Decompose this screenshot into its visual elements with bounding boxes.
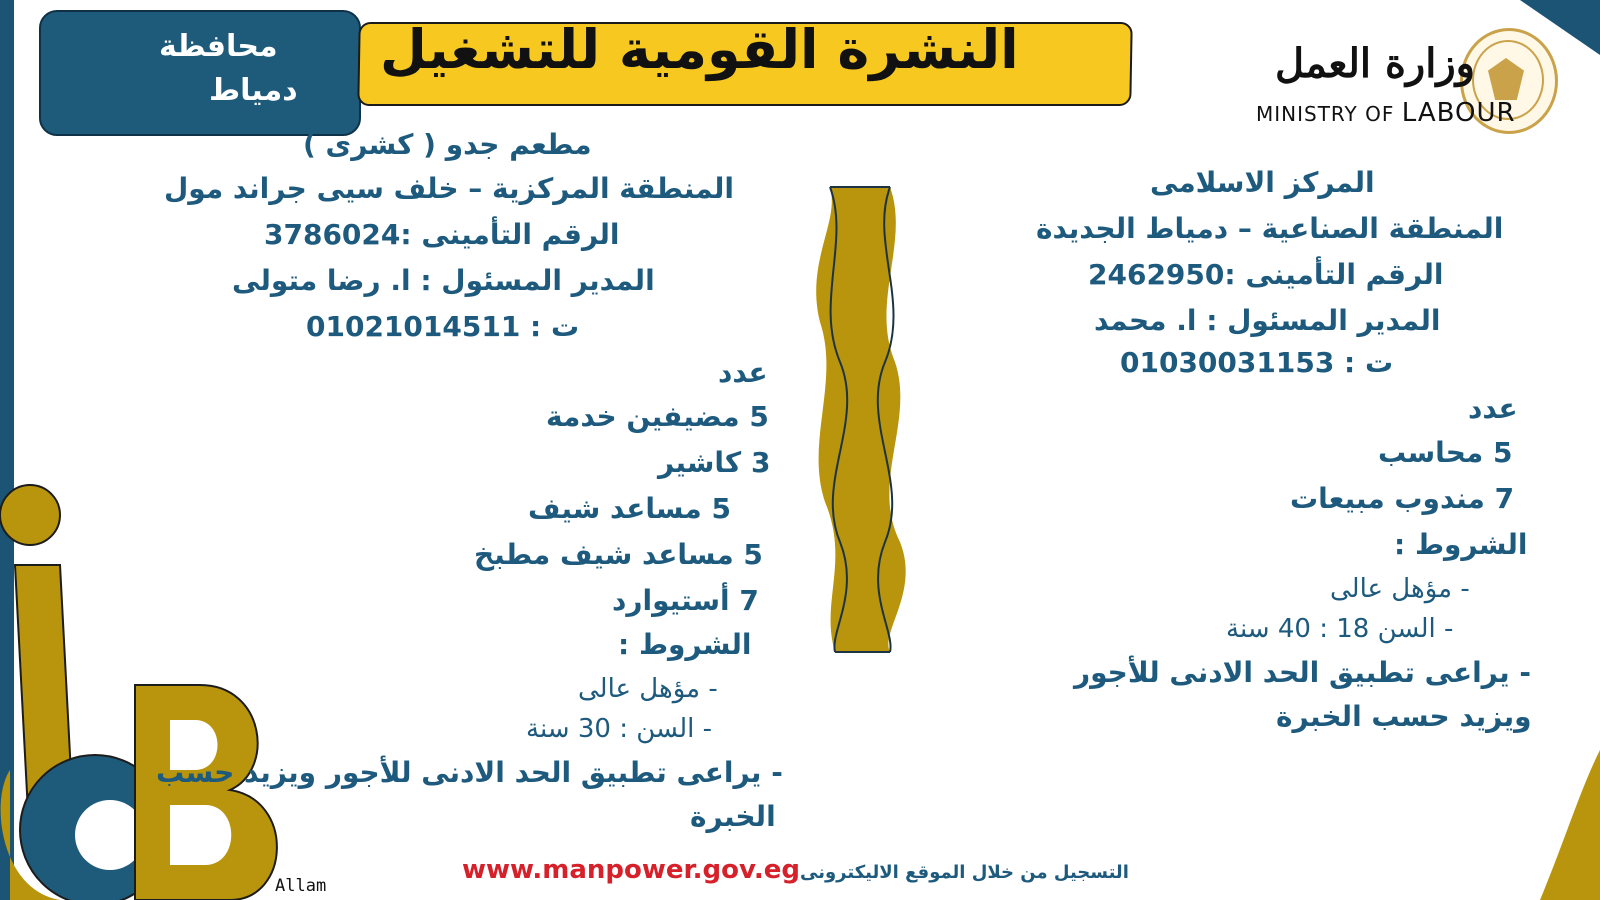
left-condition-item: - السن : 30 سنة <box>526 714 713 744</box>
governorate-name: دمياط <box>209 73 298 108</box>
governorate-label: محافظة <box>159 29 278 64</box>
right-address: المنطقة الصناعية – دمياط الجديدة <box>1036 212 1504 245</box>
left-position-item: 5 مساعد شيف <box>528 492 731 525</box>
page-title: النشرة القومية للتشغيل <box>380 18 1019 81</box>
left-phone: ت : 01021014511 <box>306 310 580 343</box>
governorate-badge <box>39 10 361 136</box>
left-position-item: 5 مساعد شيف مطبخ <box>474 538 763 571</box>
left-wage-note: - يراعى تطبيق الحد الادنى للأجور ويزيد حسب <box>156 756 783 789</box>
website-link[interactable]: www.manpower.gov.eg <box>462 855 800 885</box>
ministry-logo-arabic: وزارة العمل <box>1275 40 1475 87</box>
registration-text: التسجيل من خلال الموقع الاليكترونى <box>800 862 1129 883</box>
right-count-label: عدد <box>1468 392 1518 425</box>
ministry-logo-english <box>1256 98 1516 128</box>
right-manager: المدير المسئول : ا. محمد <box>1094 304 1441 337</box>
right-conditions-label: الشروط : <box>1394 528 1528 561</box>
right-wage-note: - يراعى تطبيق الحد الادنى للأجور <box>1074 656 1531 689</box>
left-position-item: 7 أستيوارد <box>612 584 759 617</box>
left-position-item: 5 مضيفين خدمة <box>546 400 769 433</box>
left-conditions-label: الشروط : <box>618 628 752 661</box>
right-condition-item: - السن 18 : 40 سنة <box>1226 614 1454 644</box>
decorative-letters-graphic <box>0 470 290 900</box>
right-insurance-number: الرقم التأمينى :2462950 <box>1088 258 1444 291</box>
wavy-divider-graphic <box>810 182 920 662</box>
right-position-item: 7 مندوب مبيعات <box>1290 482 1515 515</box>
right-phone: ت : 01030031153 <box>1120 346 1394 379</box>
left-address: المنطقة المركزية – خلف سيى جراند مول <box>164 172 735 205</box>
author-credit: Allam <box>275 876 327 896</box>
left-insurance-number: الرقم التأمينى :3786024 <box>264 218 620 251</box>
left-position-item: 3 كاشير <box>658 446 771 479</box>
left-manager: المدير المسئول : ا. رضا متولى <box>232 264 655 297</box>
logo-en-small: MINISTRY OF <box>1256 102 1395 126</box>
left-company-name: مطعم جدو ( كشرى ) <box>303 128 592 161</box>
left-wage-note-continued: الخبرة <box>690 800 776 833</box>
corner-decoration-bottom-right <box>1540 750 1600 900</box>
right-company-name: المركز الاسلامى <box>1150 166 1375 199</box>
left-condition-item: - مؤهل عالى <box>578 674 718 704</box>
left-count-label: عدد <box>718 356 768 389</box>
right-position-item: 5 محاسب <box>1378 436 1513 469</box>
logo-en-big: LABOUR <box>1401 98 1516 128</box>
right-wage-note-continued: ويزيد حسب الخبرة <box>1276 700 1532 733</box>
right-condition-item: - مؤهل عالى <box>1330 574 1470 604</box>
